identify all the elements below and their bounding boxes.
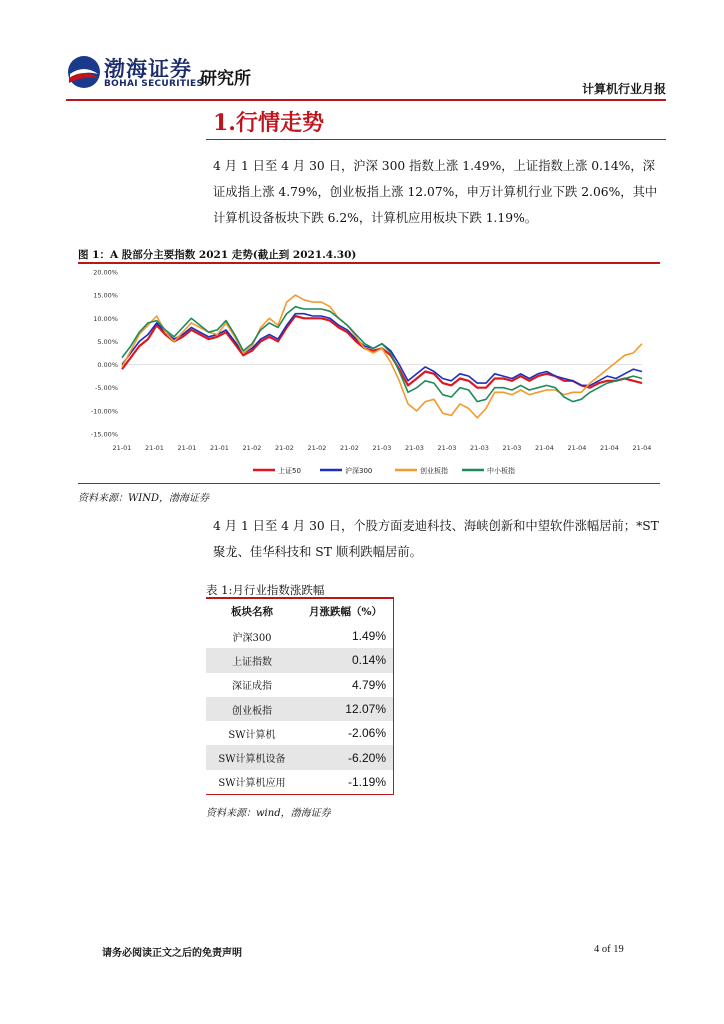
y-tick-label: -10.00% <box>90 407 118 416</box>
sector-name: 深证成指 <box>232 681 272 693</box>
y-tick-label: -5.00% <box>95 384 118 393</box>
x-tick-label: 21-02 <box>242 444 262 452</box>
y-tick-label: 15.00% <box>93 291 118 300</box>
x-tick-label: 21-02 <box>340 444 359 452</box>
table-caption: 表 1:月行业指数涨跌幅 <box>206 583 325 597</box>
x-tick-label: 21-04 <box>535 444 554 452</box>
x-tick-label: 21-03 <box>470 444 489 452</box>
table-row <box>206 648 393 672</box>
sector-change: 4.79% <box>351 677 386 692</box>
x-tick-label: 21-04 <box>600 444 619 452</box>
y-tick-label: 10.00% <box>93 314 118 323</box>
sector-name: SW计算机 <box>228 729 276 741</box>
sector-name: SW计算机应用 <box>218 778 286 790</box>
index-trend-chart <box>78 266 660 480</box>
x-tick-label: 21-02 <box>275 444 294 452</box>
header-divider <box>66 99 666 101</box>
series-line-3 <box>122 295 642 418</box>
section-title: 1.行情走势 <box>213 110 324 136</box>
table-row <box>206 673 393 697</box>
sector-change: -6.20% <box>298 745 393 769</box>
x-tick-label: 21-03 <box>437 444 457 452</box>
x-tick-label: 21-03 <box>372 444 392 452</box>
table-row <box>206 721 393 745</box>
table-header-row <box>206 599 393 624</box>
table-row <box>206 697 393 721</box>
index-change-table <box>206 599 393 794</box>
legend-label: 中小板指 <box>487 467 515 475</box>
sector-change: -2.06% <box>347 726 386 741</box>
x-tick-label: 21-01 <box>145 444 164 452</box>
legend-label: 沪深300 <box>345 467 373 475</box>
sector-change: -1.19% <box>347 774 386 789</box>
institute-label: 研究所 <box>200 69 251 89</box>
figure-caption: 图 1：A 股部分主要指数 2021 走势(截止到 2021.4.30) <box>78 249 357 261</box>
y-tick-label: 0.00% <box>97 361 118 370</box>
table-header-name: 板块名称 <box>231 606 273 618</box>
figure-source: 资料来源：WIND，渤海证券 <box>78 493 209 504</box>
disclaimer-note: 请务必阅读正文之后的免责声明 <box>102 948 242 959</box>
x-tick-label: 21-01 <box>210 444 229 452</box>
sector-name: 创业板指 <box>206 697 298 721</box>
legend-label: 上证50 <box>278 467 301 475</box>
brand-name-en: BOHAI SECURITIES <box>104 79 204 89</box>
x-tick-label: 21-02 <box>307 444 327 452</box>
sector-name: 上证指数 <box>206 648 298 672</box>
stock-movers-paragraph: 4 月 1 日至 4 月 30 日，个股方面麦迪科技、海峡创新和中望软件涨幅居前；*ST 聚龙、佳华科技和 ST 顺利跌幅居前。 <box>213 519 659 559</box>
page-number: 4 of 19 <box>594 944 624 955</box>
x-tick-label: 21-03 <box>502 444 522 452</box>
report-type: 计算机行业月报 <box>581 82 666 96</box>
figure-bottom-rule <box>78 483 660 484</box>
y-tick-label: 5.00% <box>97 337 118 346</box>
x-tick-label: 21-04 <box>632 444 652 452</box>
x-tick-label: 21-03 <box>405 444 424 452</box>
series-line-4 <box>122 307 642 402</box>
sector-name: 沪深300 <box>232 632 272 644</box>
x-tick-label: 21-04 <box>567 444 587 452</box>
brand-name-cn: 渤海证券 <box>104 56 192 81</box>
y-tick-label: -15.00% <box>90 430 118 439</box>
sector-change: 12.07% <box>298 697 393 721</box>
sector-change: 1.49% <box>351 629 386 644</box>
sector-change: 0.14% <box>298 648 393 672</box>
table-right-border <box>393 597 394 795</box>
sector-name: SW计算机设备 <box>206 745 298 769</box>
table-header-change: 月涨跌幅（%） <box>309 606 382 618</box>
table-row <box>206 770 393 794</box>
market-summary-paragraph: 4 月 1 日至 4 月 30 日，沪深 300 指数上涨 1.49%，上证指数上涨 0.14%，深证成指上涨 4.79%，创业板指上涨 12.07%，申万计算机行业下跌 2.06%，其中计算机设备板块下跌 6.2%，计算机应用板块下跌 1.19%。 <box>213 159 658 225</box>
x-tick-label: 21-01 <box>177 444 197 452</box>
table-row <box>206 745 393 769</box>
y-tick-label: 20.00% <box>93 268 118 277</box>
figure-top-rule <box>78 262 660 264</box>
table-source: 资料来源：wind，渤海证券 <box>206 808 331 819</box>
table-bottom-rule <box>206 794 394 795</box>
legend-label: 创业板指 <box>420 467 448 475</box>
bohai-logo-icon <box>66 54 102 90</box>
x-tick-label: 21-01 <box>112 444 132 452</box>
table-row <box>206 624 393 648</box>
title-divider <box>206 139 666 140</box>
